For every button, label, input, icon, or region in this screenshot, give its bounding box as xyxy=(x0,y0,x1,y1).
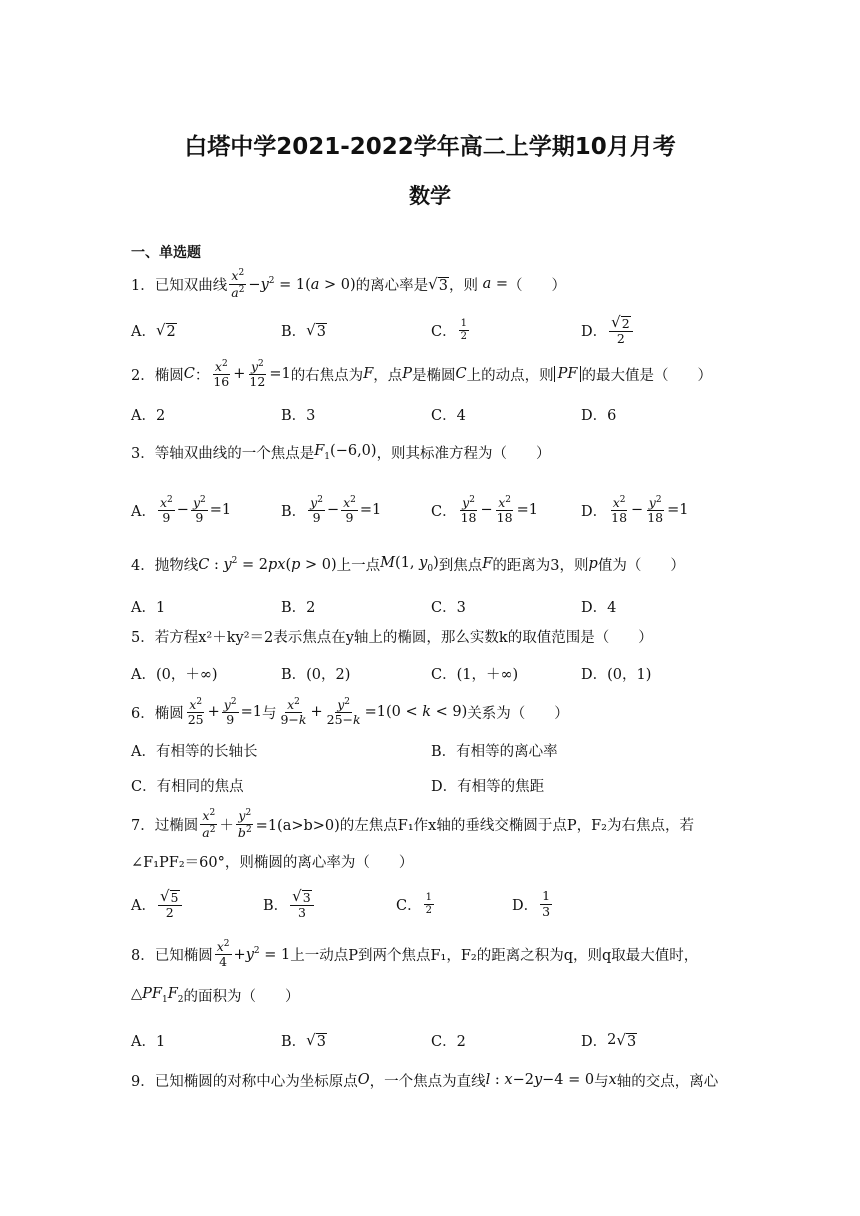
question-text: 椭圆 xyxy=(154,367,184,384)
question-7: 7． 过椭圆 $\frac{x^2}{a^2}$ ＋ $\frac{y^2}{b^2}$ =1(a>b>0)的左焦点F₁作x轴的垂线交椭圆于点P，F₂为右焦点，若 xyxy=(131,807,694,840)
formula: $\frac{y^2}{25-k}$ xyxy=(326,696,361,728)
question-number: 7． xyxy=(131,817,155,834)
formula: l : x−2y−4 = 0 xyxy=(485,1072,595,1088)
question-text: 轴的交点，离心 xyxy=(616,1073,719,1090)
option-d[interactable]: D．(0，1) xyxy=(581,666,652,683)
formula: $\frac{x^2}{25}$ xyxy=(187,696,204,728)
question-number: 1． xyxy=(131,277,155,294)
question-number: 3． xyxy=(131,445,155,462)
option-b[interactable]: B．有相等的离心率 xyxy=(431,743,558,760)
formula: x xyxy=(608,1072,617,1088)
option-b[interactable]: B． √ 3 xyxy=(281,320,326,340)
formula: =1 xyxy=(240,704,262,720)
formula: a = xyxy=(482,276,508,292)
formula: C xyxy=(455,366,467,382)
formula: F xyxy=(482,556,493,572)
question-text: 等轴双曲线的一个焦点是 xyxy=(154,445,315,462)
options-8 xyxy=(131,1022,731,1058)
option-a[interactable]: A．2 xyxy=(131,407,166,424)
question-text: 关系为（ ） xyxy=(467,705,569,722)
question-number: 6． xyxy=(131,705,155,722)
formula: $\frac{x^2}{a^2}$ xyxy=(202,807,216,840)
question-text: 的右焦点为 xyxy=(290,367,364,384)
question-3 xyxy=(131,436,731,468)
option-d[interactable]: D．有相等的焦距 xyxy=(431,778,545,795)
question-text: 与 xyxy=(261,705,277,722)
question-text: 上一点 xyxy=(336,557,381,574)
option-d[interactable]: D． $\frac{1}{3}$ xyxy=(512,888,551,919)
question-8-line2 xyxy=(131,980,731,1010)
formula: P xyxy=(402,366,413,382)
option-a[interactable]: A．1 xyxy=(131,1033,166,1050)
question-text: 的最大值是（ ） xyxy=(581,367,712,384)
exam-title: 白塔中学2021-2022学年高二上学期10月月考 xyxy=(184,134,676,160)
formula: M(1, $y_0$) xyxy=(380,554,439,574)
option-c[interactable]: C． $\frac{1}{2}$ xyxy=(396,892,432,916)
option-b[interactable]: B．2 xyxy=(281,599,316,616)
question-text: 已知椭圆的对称中心为坐标原点 xyxy=(154,1073,358,1090)
option-c[interactable]: C．(1，＋∞) xyxy=(431,666,519,683)
question-4 xyxy=(131,548,731,580)
option-a[interactable]: A． √ 2 xyxy=(131,320,176,340)
formula: $F_1(-6,0)$ xyxy=(314,442,377,462)
options-7 xyxy=(131,884,731,924)
options-1 xyxy=(131,312,731,348)
question-number: 4． xyxy=(131,557,155,574)
exam-subject: 数学 xyxy=(409,184,451,208)
question-text: 的离心率是 xyxy=(355,277,429,294)
question-2: 2． 椭圆 C ： $\frac{x^2}{16}$ + $\frac{y^2}{12}$ =1 的右焦点为 F ，点 P 是椭圆 C 上的动点，则 PF 的最大值是（ ） xyxy=(131,358,712,390)
question-text: 的面积为（ ） xyxy=(183,988,300,1005)
option-d[interactable]: D． √ 2 2 xyxy=(581,312,635,348)
question-8 xyxy=(131,932,731,976)
options-3 xyxy=(131,488,731,532)
question-text: 抛物线 xyxy=(154,557,199,574)
formula: $-y^2 = 1(a > 0)$ xyxy=(248,275,356,293)
question-number: 9． xyxy=(131,1073,155,1090)
formula: O xyxy=(357,1072,370,1088)
option-d[interactable]: D．4 xyxy=(581,599,617,616)
option-c[interactable]: C．4 xyxy=(431,407,466,424)
formula: $\triangle PF_1F_2$ xyxy=(131,985,184,1005)
options-5 xyxy=(131,655,731,691)
question-6: 6． 椭圆 $\frac{x^2}{25}$ + $\frac{y^2}{9}$ =1 与 $\frac{x^2}{9-k}$ + $\frac{y^2}{25-k}$ =1(0 < k < 9) 关系为（ ） xyxy=(131,696,569,728)
option-a[interactable]: A． $\frac{x^2}{9}$ − $\frac{y^2}{9}$ =1 xyxy=(131,494,232,526)
option-c[interactable]: C． $\frac{1}{2}$ xyxy=(431,318,467,342)
options-4 xyxy=(131,588,731,624)
option-a[interactable]: A．1 xyxy=(131,599,166,616)
option-c[interactable]: C．有相同的焦点 xyxy=(131,778,244,795)
question-text: 与 xyxy=(594,1073,609,1090)
formula: PF xyxy=(554,366,582,382)
formula: $\frac{x^2}{4}$ xyxy=(216,938,230,970)
option-d[interactable]: D．6 xyxy=(581,407,617,424)
formula: p xyxy=(588,556,598,572)
question-text: 上的动点，则 xyxy=(466,367,554,384)
formula: √ 3 xyxy=(428,274,448,294)
option-b[interactable]: B． $\frac{y^2}{9}$ − $\frac{x^2}{9}$ =1 xyxy=(281,494,382,526)
option-a[interactable]: A．有相等的长轴长 xyxy=(131,743,258,760)
formula: $\frac{y^2}{b^2}$ xyxy=(237,807,252,840)
question-text: 上一动点P到两个焦点F₁，F₂的距离之积为q，则q取最大值时， xyxy=(290,947,699,964)
option-a[interactable]: A．(0，＋∞) xyxy=(131,666,218,683)
formula: $\frac{x^2}{9-k}$ xyxy=(280,696,307,728)
option-b[interactable]: B．(0，2) xyxy=(281,666,351,683)
option-c[interactable]: C．2 xyxy=(431,1033,466,1050)
question-text: 是椭圆 xyxy=(412,367,456,384)
option-d[interactable]: D． $\frac{x^2}{18}$ − $\frac{y^2}{18}$ =1 xyxy=(581,494,689,526)
options-6-row2 xyxy=(131,767,731,803)
option-d[interactable]: D． 2 √ 3 xyxy=(581,1030,637,1050)
question-text: （ ） xyxy=(508,277,566,294)
question-7-line2 xyxy=(131,846,731,876)
question-5 xyxy=(131,620,731,652)
formula: $\frac{x^2}{16}$ xyxy=(213,358,230,390)
question-text: =1(a>b>0)的左焦点F₁作x轴的垂线交椭圆于点P，F₂为右焦点，若 xyxy=(255,817,694,834)
question-text: ∠F₁PF₂＝60°，则椭圆的离心率为（ ） xyxy=(131,854,414,871)
option-c[interactable]: C．3 xyxy=(431,599,466,616)
question-text: ，则 xyxy=(448,277,478,294)
question-number: 5． xyxy=(131,629,155,646)
question-text: ： xyxy=(194,367,210,384)
section-title: 一、单选题 xyxy=(131,245,201,261)
question-text: 过椭圆 xyxy=(154,817,199,834)
formula: $+y^2 = 1$ xyxy=(233,945,291,963)
question-text: 值为（ ） xyxy=(597,557,685,574)
formula: C xyxy=(183,366,195,382)
question-number: 8． xyxy=(131,947,155,964)
formula: $\frac{y^2}{12}$ xyxy=(249,358,266,390)
formula: =1(0 < k < 9) xyxy=(364,704,468,720)
formula: F xyxy=(363,366,374,382)
question-text: 若方程x²＋ky²＝2表示焦点在y轴上的椭圆，那么实数k的取值范围是（ ） xyxy=(154,629,653,646)
question-text: 的距离为3，则 xyxy=(492,557,589,574)
option-b[interactable]: B．3 xyxy=(281,407,316,424)
option-c[interactable]: C． $\frac{y^2}{18}$ − $\frac{x^2}{18}$ =1 xyxy=(431,494,538,526)
question-text: 已知双曲线 xyxy=(154,277,228,294)
formula: =1 xyxy=(269,366,291,382)
question-text: ，点 xyxy=(373,367,403,384)
option-b[interactable]: B． √ 3 3 xyxy=(263,884,316,924)
option-b[interactable]: B． √ 3 xyxy=(281,1030,326,1050)
question-number: 2． xyxy=(131,367,155,384)
question-text: 已知椭圆 xyxy=(154,947,213,964)
formula: C : $y^2 = 2px(p > 0)$ xyxy=(198,555,337,573)
question-text: 椭圆 xyxy=(154,705,184,722)
formula: $\frac{x^2}{a^2}$ xyxy=(231,267,245,300)
option-a[interactable]: A． √ 5 2 xyxy=(131,884,184,924)
formula: $\frac{y^2}{9}$ xyxy=(223,696,237,728)
question-text: ，一个焦点为直线 xyxy=(369,1073,486,1090)
options-6-row1 xyxy=(131,732,731,768)
question-text: 到焦点 xyxy=(438,557,483,574)
question-text: ，则其标准方程为（ ） xyxy=(376,445,551,462)
question-9 xyxy=(131,1064,731,1096)
options-2 xyxy=(131,396,731,432)
question-1 xyxy=(131,266,731,302)
